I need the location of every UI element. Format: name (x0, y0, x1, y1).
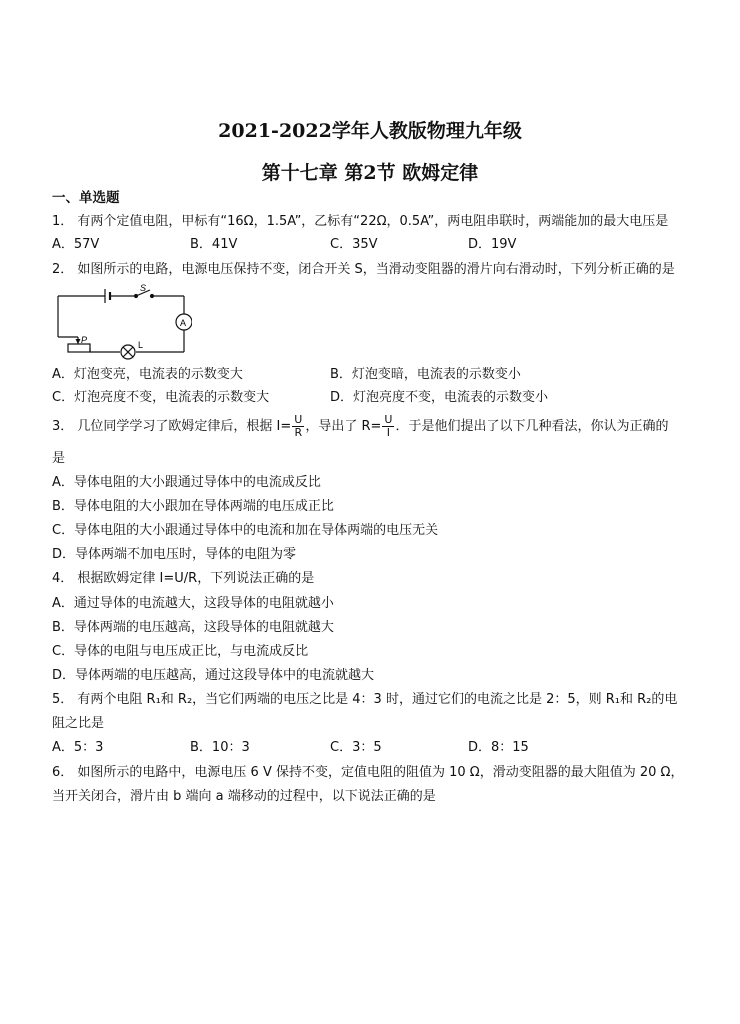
q2-option-a[interactable]: A．灯泡变亮，电流表的示数变大 (52, 367, 243, 382)
frac2-numerator: U (384, 413, 393, 426)
q4-option-a[interactable]: A．通过导体的电流越大，这段导体的电阻就越小 (52, 596, 334, 611)
formula-i-equals-u-over-r (292, 414, 304, 439)
q1-option-a[interactable]: A．57V (52, 237, 100, 252)
section-heading: 一、单选题 (52, 190, 120, 206)
switch-label: S (140, 283, 147, 293)
page-title: 2021-2022学年人教版物理九年级 (218, 120, 522, 142)
q6-stem: 6． 如图所示的电路中，电源电压 6 V 保持不变，定值电阻的阻值为 10 Ω，滑动变阻器的最大阻值为 20 Ω， (52, 765, 684, 780)
q2-option-c[interactable]: C．灯泡亮度不变，电流表的示数变大 (52, 390, 270, 405)
q4-option-b[interactable]: B．导体两端的电压越高，这段导体的电阻就越大 (52, 620, 334, 635)
q3-stem-continued: 是 (52, 451, 66, 466)
q3-stem-part-c: ．于是他们提出了以下几种看法，你认为正确的 (395, 419, 669, 434)
frac1-denominator: R (294, 426, 303, 439)
q4-option-d[interactable]: D．导体两端的电压越高，通过这段导体中的电流就越大 (52, 668, 375, 683)
q3-option-d[interactable]: D．导体两端不加电压时，导体的电阻为零 (52, 547, 297, 562)
q3-stem-part-a: 3． 几位同学学习了欧姆定律后，根据 I= (52, 419, 292, 434)
q3-stem-part-b: ，导出了 R= (305, 419, 382, 434)
q1-stem: 1． 有两个定值电阻，甲标有“16Ω，1.5A”，乙标有“22Ω，0.5A”，两电阻串联时，两端能加的最大电压是 (52, 214, 669, 229)
frac2-denominator: I (386, 426, 391, 439)
q4-option-c[interactable]: C．导体的电阻与电压成正比，与电流成反比 (52, 644, 309, 659)
q5-option-d[interactable]: D．8：15 (468, 740, 529, 755)
q1-option-b[interactable]: B．41V (190, 237, 238, 252)
q5-stem-continued: 阻之比是 (52, 716, 105, 731)
q3-option-b[interactable]: B．导体电阻的大小跟加在导体两端的电压成正比 (52, 499, 334, 514)
q4-stem: 4． 根据欧姆定律 I=U/R，下列说法正确的是 (52, 571, 315, 586)
q3-stem (52, 414, 668, 440)
frac1-numerator: U (294, 413, 303, 426)
formula-r-equals-u-over-i (382, 414, 394, 439)
q2-option-b[interactable]: B．灯泡变暗，电流表的示数变小 (330, 367, 521, 382)
slider-arrow-icon (76, 339, 81, 344)
q3-option-c[interactable]: C．导体电阻的大小跟通过导体中的电流和加在导体两端的电压无关 (52, 523, 439, 538)
q2-option-d[interactable]: D．灯泡亮度不变，电流表的示数变小 (330, 390, 549, 405)
slider-label: P (81, 335, 88, 345)
q5-option-b[interactable]: B．10：3 (190, 740, 250, 755)
q2-stem: 2． 如图所示的电路，电源电压保持不变，闭合开关 S，当滑动变阻器的滑片向右滑动时，下列分析正确的是 (52, 262, 675, 277)
q1-option-d[interactable]: D．19V (468, 237, 517, 252)
q3-option-a[interactable]: A．导体电阻的大小跟通过导体中的电流成反比 (52, 475, 321, 490)
q5-option-c[interactable]: C．3：5 (330, 740, 382, 755)
q6-stem-continued: 当开关闭合，滑片由 b 端向 a 端移动的过程中，以下说法正确的是 (52, 789, 436, 804)
lamp-label: L (138, 340, 144, 350)
q1-option-c[interactable]: C．35V (330, 237, 378, 252)
ammeter-label: A (180, 318, 187, 328)
q5-option-a[interactable]: A．5：3 (52, 740, 104, 755)
q2-circuit-diagram (52, 282, 192, 362)
chapter-title: 第十七章 第2节 欧姆定律 (261, 162, 479, 184)
q5-stem: 5． 有两个电阻 R₁和 R₂，当它们两端的电压之比是 4：3 时，通过它们的电流之比是 2：5，则 R₁和 R₂的电 (52, 692, 678, 707)
